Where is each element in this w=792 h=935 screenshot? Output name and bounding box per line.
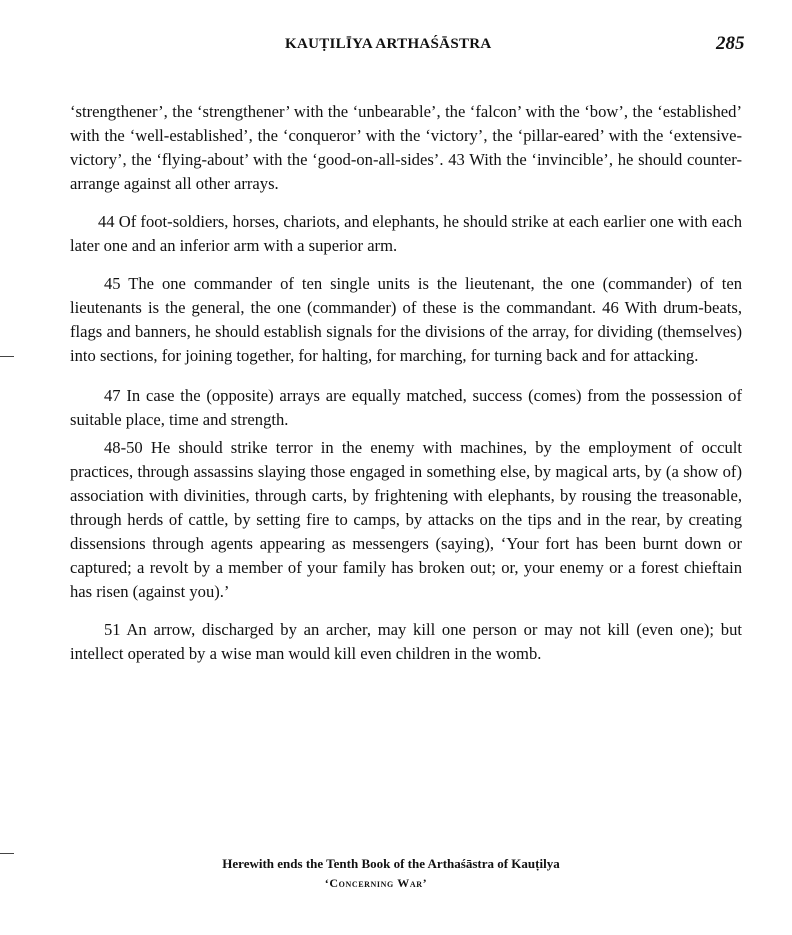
colophon-line: Herewith ends the Tenth Book of the Arthaśāstra of Kauṭilya [222,856,560,871]
colophon [0,854,792,892]
paragraph: 51 An arrow, discharged by an archer, may kill one person or may not kill (even one); but intellect operated by a wise man would kill even children in the womb. [70,620,742,663]
page-number: 285 [716,33,745,54]
paragraph: 47 In case the (opposite) arrays are equally matched, success (comes) from the possession of suitable place, time and strength. [70,386,742,429]
running-head [0,33,792,60]
margin-mark [0,356,14,357]
paragraph: 44 Of foot-soldiers, horses, chariots, and elephants, he should strike at each earlier one with each later one and an inferior arm with a superior arm. [70,212,742,255]
running-title: KAUṬILĪYA ARTHAŚĀSTRA [285,36,492,52]
paragraph: ‘strengthener’, the ‘strengthener’ with the ‘unbearable’, the ‘falcon’ with the ‘bow’, the ‘established’ with the ‘well-established’, the ‘conqueror’ with the ‘victory’, the ‘pillar-eared’ with the ‘extensive-victory’, the ‘flying-about’ with the ‘good-on-all-sides’. 43 With the ‘invincible’, he should counter-arrange against all other arrays. [70,102,742,193]
colophon-subtitle: ‘Concerning War’ [324,876,428,890]
paragraph: 45 The one commander of ten single units is the lieutenant, the one (commander) of ten lieutenants is the general, the one (commander) of these is the commandant. 46 With drum-beats, flags and banners, he should establish signals for the divisions of the array, for dividing (themselves) into sections, for joining together, for halting, for marching, for turning back and for attacking. [70,274,742,365]
paragraph: 48-50 He should strike terror in the enemy with machines, by the employment of occult practices, through assassins slaying those engaged in something else, by magical arts, by (a show of) association with divinities, through carts, by frightening with elephants, by rousing the treasonable, through herds of cattle, by setting fire to camps, by attacks on the tips and in the rear, by creating dissensions through agents appearing as messengers (saying), ‘Your fort has been burnt down or captured; a revolt by a member of your family has broken out; or, your enemy or a forest chieftain has risen (against you).’ [70,438,742,601]
body-text [70,100,742,666]
